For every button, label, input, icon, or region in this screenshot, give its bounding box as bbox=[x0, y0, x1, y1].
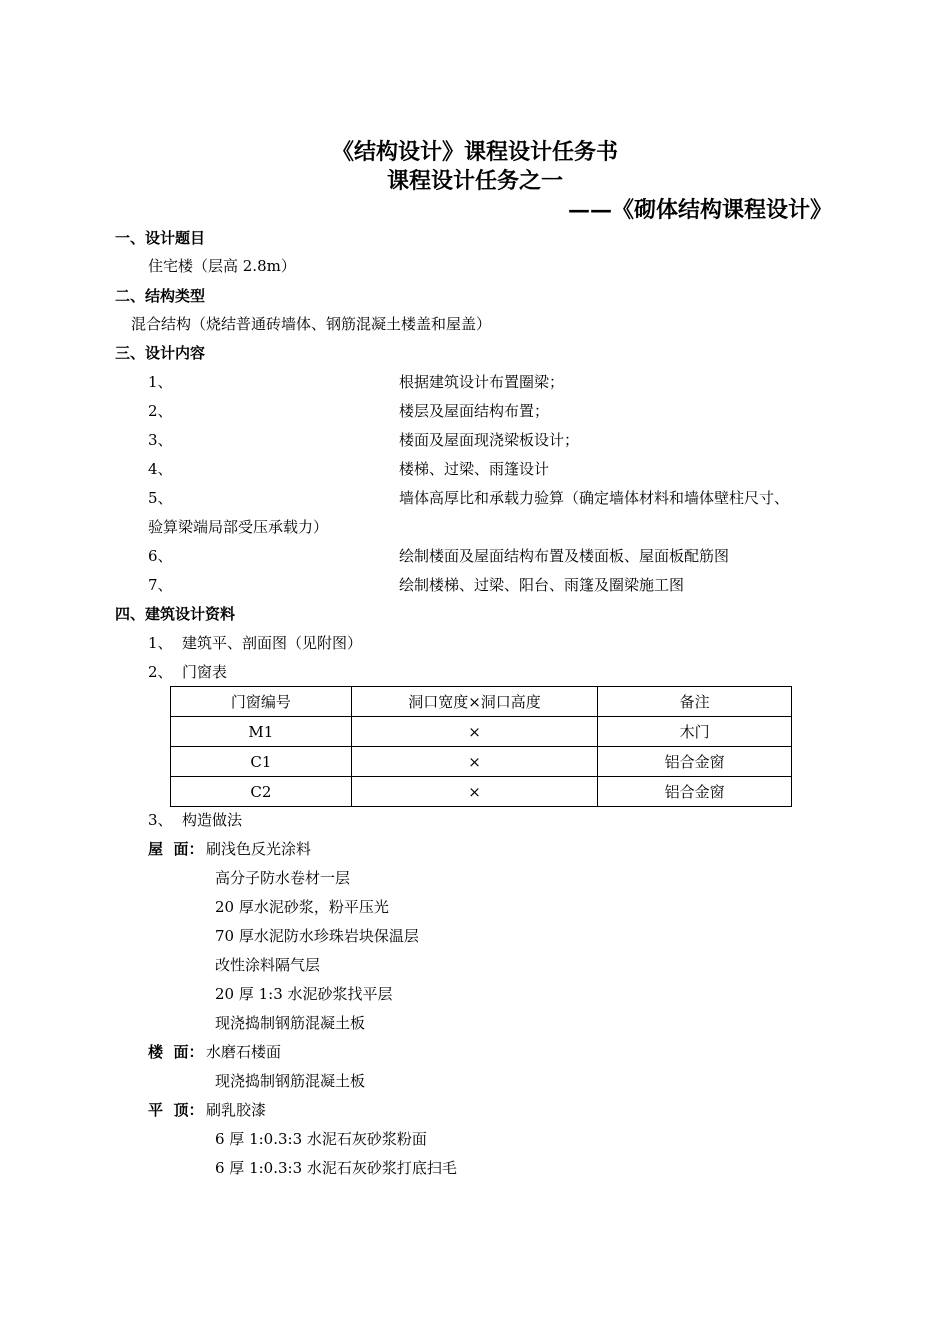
table-header-cell: 备注 bbox=[598, 687, 792, 717]
list-item-num: 2、 bbox=[148, 663, 173, 681]
table-cell: C2 bbox=[171, 777, 352, 807]
table-cell: 铝合金窗 bbox=[598, 747, 792, 777]
table-row bbox=[171, 777, 792, 807]
section-text-structure: 混合结构（烧结普通砖墙体、钢筋混凝土楼盖和屋盖） bbox=[131, 315, 492, 333]
list-item-num: 1、 bbox=[148, 373, 173, 391]
table-header-cell: 门窗编号 bbox=[171, 687, 352, 717]
table-cell: × bbox=[351, 717, 598, 747]
list-item-num: 6、 bbox=[148, 547, 173, 565]
table-cell: 铝合金窗 bbox=[598, 777, 792, 807]
section-heading-structure: 二、结构类型 bbox=[115, 287, 206, 305]
roof-layer: 高分子防水卷材一层 bbox=[215, 869, 351, 887]
section-text-topic: 住宅楼（层高 2.8m） bbox=[148, 257, 296, 275]
section-heading-content: 三、设计内容 bbox=[115, 344, 206, 362]
table-header-row bbox=[171, 687, 792, 717]
list-item-text: 绘制楼梯、过梁、阳台、雨篷及圈梁施工图 bbox=[399, 576, 685, 594]
ceiling-layer: 6 厚 1:0.3:3 水泥石灰砂浆打底扫毛 bbox=[215, 1159, 457, 1177]
list-item-num: 2、 bbox=[148, 402, 173, 420]
list-item-text: 墙体高厚比和承载力验算（确定墙体材料和墙体壁柱尺寸、 bbox=[399, 489, 790, 507]
list-item-num: 5、 bbox=[148, 489, 173, 507]
roof-layer: 70 厚水泥防水珍珠岩块保温层 bbox=[215, 927, 419, 945]
list-item-num: 3、 bbox=[148, 431, 173, 449]
roof-layer: 20 厚 1:3 水泥砂浆找平层 bbox=[215, 985, 393, 1003]
roof-layer: 现浇捣制钢筋混凝土板 bbox=[215, 1014, 366, 1032]
roof-layer: 20 厚水泥砂浆，粉平压光 bbox=[215, 898, 389, 916]
list-item-text: 建筑平、剖面图（见附图） bbox=[182, 634, 363, 652]
door-window-table bbox=[170, 686, 792, 807]
list-item-text: 楼面及屋面现浇梁板设计； bbox=[399, 431, 580, 449]
ceiling-layer: 6 厚 1:0.3:3 水泥石灰砂浆粉面 bbox=[215, 1130, 427, 1148]
table-header-cell: 洞口宽度×洞口高度 bbox=[351, 687, 598, 717]
table-cell: M1 bbox=[171, 717, 352, 747]
section-heading-architecture: 四、建筑设计资料 bbox=[115, 605, 236, 623]
list-item-num: 7、 bbox=[148, 576, 173, 594]
table-row bbox=[171, 717, 792, 747]
floor-layer: 现浇捣制钢筋混凝土板 bbox=[215, 1072, 366, 1090]
list-item-text-continued: 验算梁端局部受压承载力） bbox=[148, 518, 329, 536]
list-item-text: 楼层及屋面结构布置； bbox=[399, 402, 550, 420]
list-item-text: 根据建筑设计布置圈梁； bbox=[399, 373, 565, 391]
roof-label: 屋 面： bbox=[148, 840, 204, 858]
list-item-num: 1、 bbox=[148, 634, 173, 652]
list-item-text: 构造做法 bbox=[182, 811, 243, 829]
table-cell: C1 bbox=[171, 747, 352, 777]
list-item-text: 楼梯、过梁、雨篷设计 bbox=[399, 460, 550, 478]
floor-layer: 水磨石楼面 bbox=[206, 1043, 282, 1061]
floor-label: 楼 面： bbox=[148, 1043, 204, 1061]
list-item-text: 门窗表 bbox=[182, 663, 228, 681]
list-item-num: 3、 bbox=[148, 811, 173, 829]
roof-layer: 改性涂料隔气层 bbox=[215, 956, 321, 974]
table-cell: × bbox=[351, 777, 598, 807]
roof-layer: 刷浅色反光涂料 bbox=[206, 840, 312, 858]
list-item-text: 绘制楼面及屋面结构布置及楼面板、屋面板配筋图 bbox=[399, 547, 730, 565]
doc-subtitle: 课程设计任务之一 bbox=[386, 168, 563, 194]
table-cell: 木门 bbox=[598, 717, 792, 747]
doc-title: 《结构设计》课程设计任务书 bbox=[331, 139, 618, 165]
table-row bbox=[171, 747, 792, 777]
doc-subtitle-course: ——《砌体结构课程设计》 bbox=[567, 197, 832, 223]
section-heading-topic: 一、设计题目 bbox=[115, 229, 206, 247]
ceiling-layer: 刷乳胶漆 bbox=[206, 1101, 267, 1119]
table-cell: × bbox=[351, 747, 598, 777]
ceiling-label: 平 顶： bbox=[148, 1101, 204, 1119]
list-item-num: 4、 bbox=[148, 460, 173, 478]
